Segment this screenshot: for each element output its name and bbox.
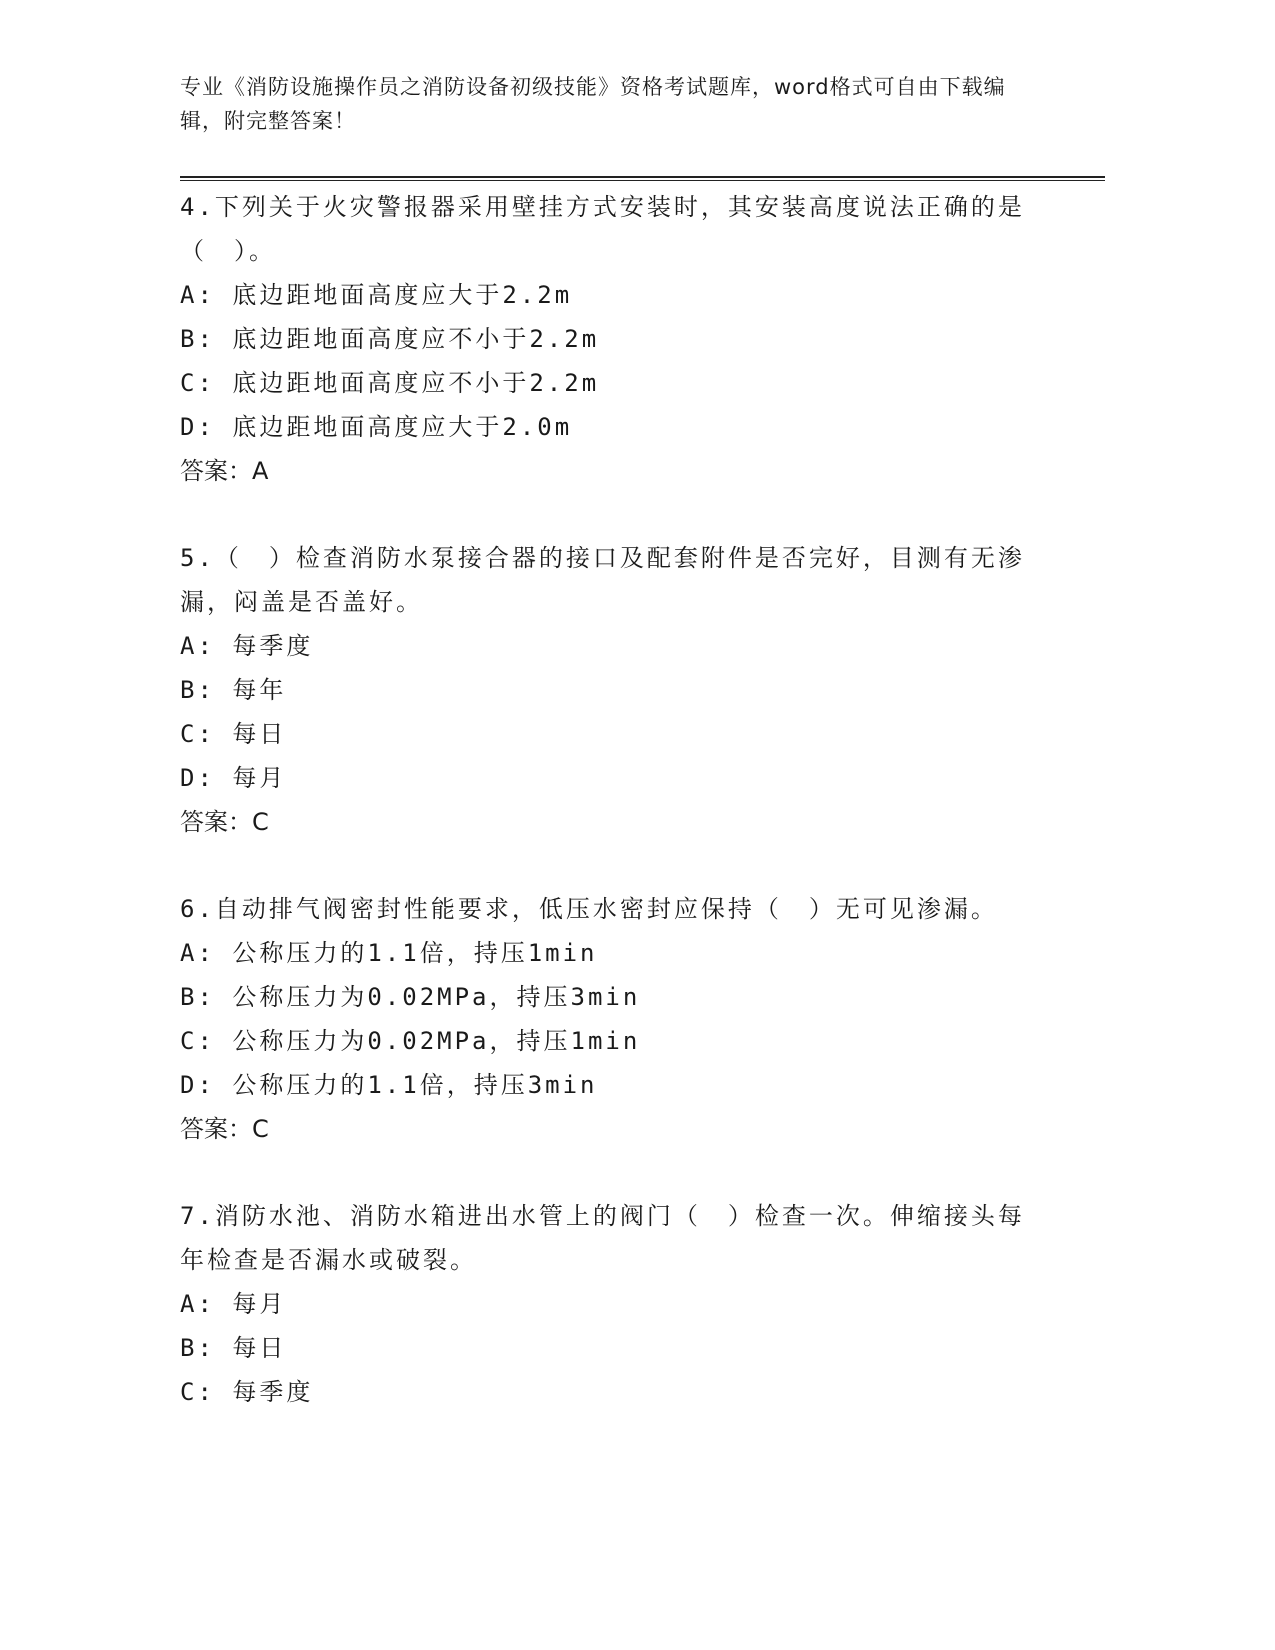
answer: 答案：C	[180, 1115, 269, 1143]
option-d: D: 每月	[180, 764, 287, 792]
header-divider	[180, 176, 1105, 181]
question-stem: 5.（ ）检查消防水泵接合器的接口及配套附件是否完好，目测有无渗漏，闷盖是否盖好。	[180, 544, 1025, 616]
option-b: B: 每年	[180, 676, 287, 704]
option-c: C: 每日	[180, 720, 287, 748]
option-c: C: 公称压力为0.02MPa，持压1min	[180, 1027, 641, 1055]
option-a: A: 每月	[180, 1290, 287, 1318]
header-text: 专业《消防设施操作员之消防设备初级技能》资格考试题库，word格式可自由下载编辑，附完整答案！	[180, 75, 1006, 133]
answer: 答案：C	[180, 808, 269, 836]
question-6	[180, 887, 1040, 1151]
option-a: A: 每季度	[180, 632, 314, 660]
question-7	[180, 1194, 1040, 1414]
answer: 答案：A	[180, 457, 269, 485]
option-b: B: 公称压力为0.02MPa，持压3min	[180, 983, 641, 1011]
option-b: B: 每日	[180, 1334, 287, 1362]
question-4	[180, 185, 1040, 493]
option-a: A: 底边距地面高度应大于2.2m	[180, 281, 573, 309]
option-a: A: 公称压力的1.1倍，持压1min	[180, 939, 598, 967]
option-c: C: 每季度	[180, 1378, 314, 1406]
question-stem: 6.自动排气阀密封性能要求，低压水密封应保持（ ）无可见渗漏。	[180, 895, 998, 923]
question-5	[180, 536, 1040, 844]
option-c: C: 底边距地面高度应不小于2.2m	[180, 369, 600, 397]
question-stem: 4.下列关于火灾警报器采用壁挂方式安装时，其安装高度说法正确的是（ ）。	[180, 193, 1025, 265]
option-b: B: 底边距地面高度应不小于2.2m	[180, 325, 600, 353]
question-list	[180, 185, 1040, 1457]
option-d: D: 底边距地面高度应大于2.0m	[180, 413, 573, 441]
document-header	[180, 70, 1040, 138]
question-stem: 7.消防水池、消防水箱进出水管上的阀门（ ）检查一次。伸缩接头每年检查是否漏水或破裂。	[180, 1202, 1025, 1274]
option-d: D: 公称压力的1.1倍，持压3min	[180, 1071, 598, 1099]
